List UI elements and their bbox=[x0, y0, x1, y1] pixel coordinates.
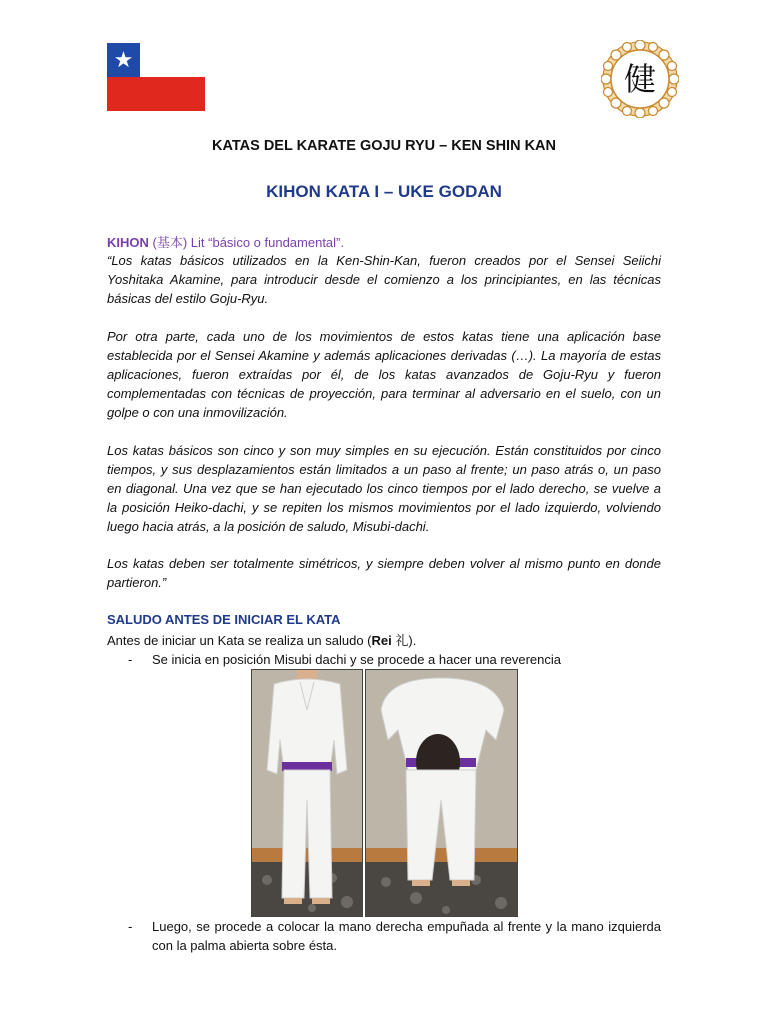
saludo-heading: SALUDO ANTES DE INICIAR EL KATA bbox=[107, 612, 341, 627]
saludo-intro-line bbox=[107, 631, 416, 650]
saludo-line-after: ). bbox=[408, 633, 417, 648]
flag-red-stripe bbox=[107, 77, 205, 111]
paragraph-3: Los katas básicos son cinco y son muy simples en su ejecución. Están constituidos por cinco tiempos, y sus desplazamientos están limitados a un paso al frente; un paso atrás o, un paso en diagonal. Una vez que se han ejecutado los cinco tiempos por el lado derecho, se vuelve a la posición Heiko-dachi, y se repiten los mismos movimientos por el lado izquierdo, volviendo luego hacia atrás, a la posición de saludo, Misubi-dachi. bbox=[107, 443, 661, 534]
chile-flag bbox=[107, 43, 205, 111]
rei-kanji: 礼 bbox=[391, 633, 409, 648]
bullet-1-text: Se inicia en posición Misubi dachi y se procede a hacer una reverencia bbox=[152, 652, 562, 667]
rei-label: Rei bbox=[371, 633, 392, 648]
photo-reverencia-bow bbox=[365, 669, 518, 917]
kihon-definition bbox=[107, 232, 344, 251]
photo-misubi-dachi bbox=[251, 669, 363, 917]
kihon-kanji: (基本) bbox=[152, 235, 188, 250]
saludo-line-before: Antes de iniciar un Kata se realiza un saludo ( bbox=[107, 633, 372, 648]
kata-title: KIHON KATA I – UKE GODAN bbox=[266, 182, 502, 201]
bullet-2-text: Luego, se procede a colocar la mano derecha empuñada al frente y la mano izquierda con la palma abierta sobre ésta. bbox=[152, 919, 661, 953]
paragraph-2: Por otra parte, cada uno de los movimientos de estos katas tiene una aplicación base establecida por el Sensei Akamine y además aplicaciones derivadas (…). La mayoría de estas aplicaciones, fueron extraídas por él, de los katas avanzados de Goju-Ryu y fueron complementadas con técnicas de proyección, para terminar al adversario en el suelo, con un golpe o con una inmovilización. bbox=[107, 329, 661, 420]
bullet-mark-2: - bbox=[128, 919, 133, 934]
seal-glyph: 健 bbox=[623, 60, 657, 98]
bullet-mark-1: - bbox=[128, 652, 133, 667]
paragraph-1: “Los katas básicos utilizados en la Ken-Shin-Kan, fueron creados por el Sensei Seiichi Yoshitaka Akamine, para introducir desde el comienzo a los principiantes, en las técnicas básicas del estilo Goju-Ryu. bbox=[107, 253, 661, 306]
document-title: KATAS DEL KARATE GOJU RYU – KEN SHIN KAN bbox=[212, 138, 556, 154]
kihon-label: KIHON bbox=[107, 235, 149, 250]
kihon-meaning: Lit “básico o fundamental”. bbox=[187, 235, 344, 250]
ken-shin-kan-seal-logo bbox=[601, 40, 679, 118]
paragraph-4: Los katas deben ser totalmente simétricos, y siempre deben volver al mismo punto en donde partieron.” bbox=[107, 556, 661, 590]
flag-star-icon: ★ bbox=[113, 47, 134, 72]
